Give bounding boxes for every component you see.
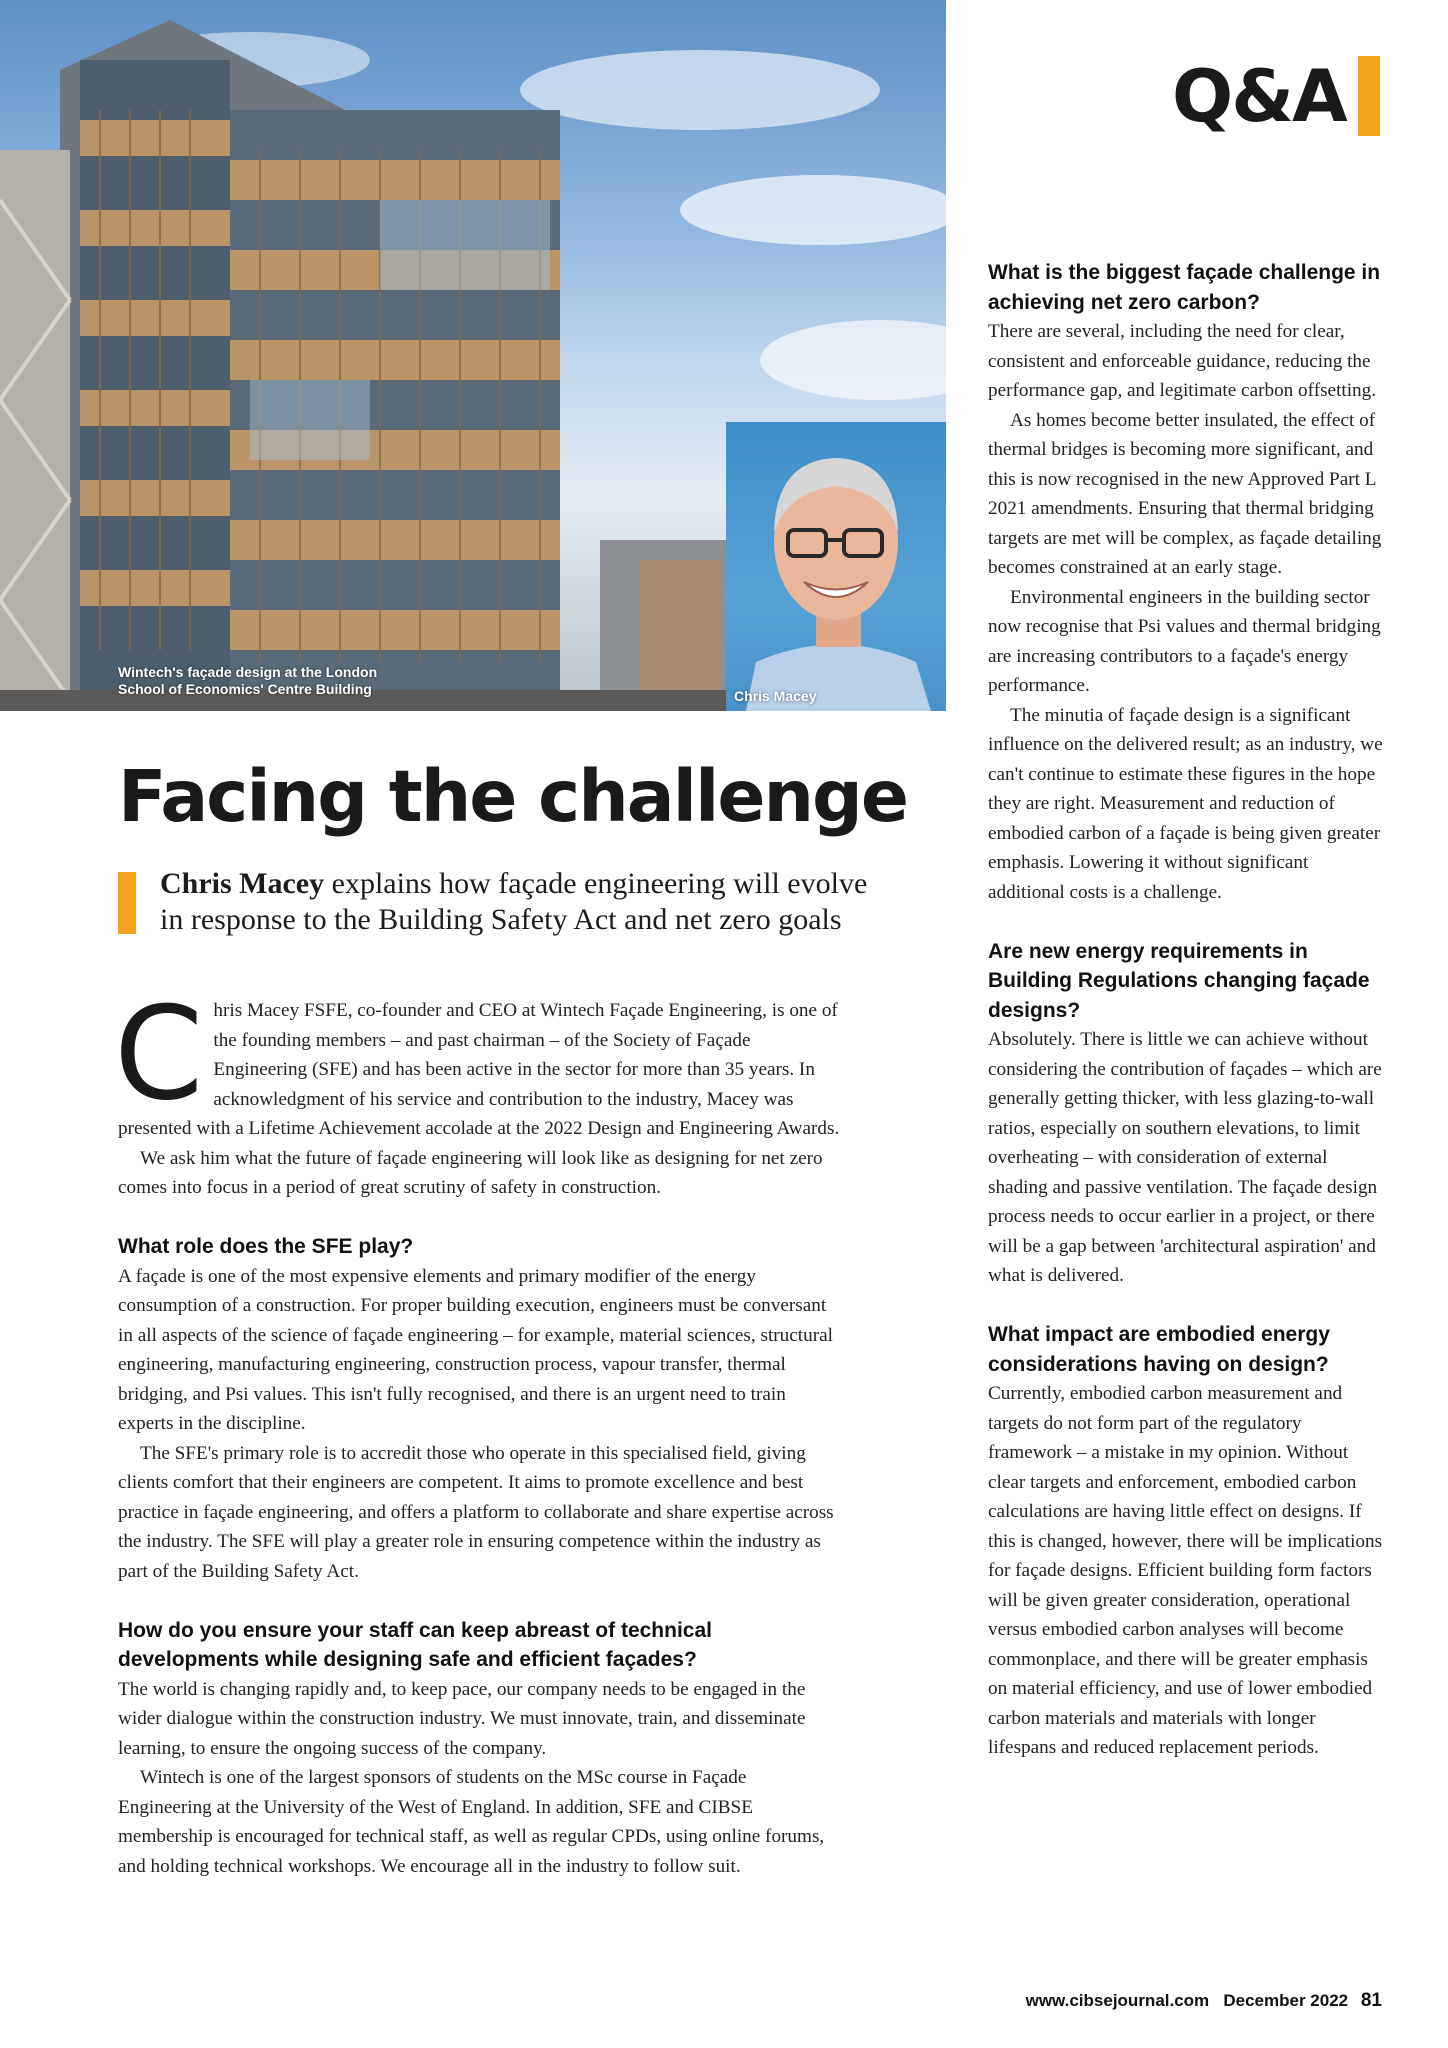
standfirst-name: Chris Macey bbox=[160, 867, 325, 900]
answer-5-paragraph-1: Currently, embodied carbon measurement and targets do not form part of the regulatory framework – a mistake in my opinion. Without clear targets and enforcement, embodied carbon calculations are having little effect on designs. If this is changed, however, there will be implications for façade designs. Efficient building form factors will be given greater consideration, operational versus embodied carbon analyses will become commonplace, and there will be greater emphasis on material efficiency, and use of lower embodied carbon materials and materials with longer lifespans and reduced replacement periods. bbox=[988, 1383, 1383, 1758]
answer-3-paragraph-3: Environmental engineers in the building sector now recognise that Psi values and thermal bridging are increasing contributors to a façade's energy performance. bbox=[988, 586, 1381, 696]
answer-3-paragraph-4: The minutia of façade design is a significant influence on the delivered result; as an industry, we can't continue to estimate these figures in the hope they are right. Measurement and reduction of embodied carbon of a façade is being given greater emphasis. Lowering it without significant additional costs is a challenge. bbox=[988, 704, 1383, 903]
question-3: What is the biggest façade challenge in achieving net zero carbon? bbox=[988, 261, 1381, 314]
intro-paragraph-1: Chris Macey FSFE, co-founder and CEO at Wintech Façade Engineering, is one of the founding members – and past chairman – of the Society of Façade Engineering (SFE) and has been active in the sector for more than 35 years. In acknowledgment of his service and contribution to the industry, Macey was presented with a Lifetime Achievement accolade at the 2022 Design and Engineering Awards. bbox=[114, 980, 840, 1139]
standfirst-text: explains how façade engineering will evolve in response to the Building Safety Act and net zero goals bbox=[160, 867, 868, 936]
question-1: What role does the SFE play? bbox=[118, 1235, 414, 1258]
footer-date: December 2022 bbox=[1223, 1991, 1349, 2010]
answer-3-paragraph-2: As homes become better insulated, the effect of thermal bridges is becoming more significant, and this is now recognised in the new Approved Part L 2021 amendments. Ensuring that thermal bridging targets are met will be complex, as façade detailing becomes constrained at an early stage. bbox=[988, 409, 1382, 578]
answer-3-paragraph-1: There are several, including the need for clear, consistent and enforceable guidance, reducing the performance gap, and legitimate carbon offsetting. bbox=[988, 321, 1377, 401]
page-footer bbox=[1026, 1990, 1382, 2012]
section-accent-bar bbox=[1358, 56, 1380, 136]
answer-4-paragraph-1: Absolutely. There is little we can achieve without considering the contribution of façades – which are generally getting thicker, with less glazing-to-wall ratios, especially on southern elevations, to limit overheating – with consideration of external shading and passive ventilation. The façade design process needs to occur earlier in a project, or there will be a gap between 'architectural aspiration' and what is delivered. bbox=[988, 1029, 1382, 1286]
answer-2-paragraph-1: The world is changing rapidly and, to keep pace, our company needs to be engaged in the wider dialogue within the construction industry. We must innovate, train, and disseminate learning, to ensure the ongoing success of the company. bbox=[118, 1678, 806, 1759]
question-2: How do you ensure your staff can keep abreast of technical developments while designing safe and efficient façades? bbox=[118, 1618, 712, 1671]
question-4: Are new energy requirements in Building Regulations changing façade designs? bbox=[988, 939, 1370, 1022]
drop-cap: C bbox=[114, 980, 204, 1129]
answer-2-paragraph-2: Wintech is one of the largest sponsors of students on the MSc course in Façade Engineering at the University of the West of England. In addition, SFE and CIBSE membership is encouraged for technical staff, as well as regular CPDs, using online forums, and holding technical workshops. We encourage all in the industry to follow suit. bbox=[118, 1767, 825, 1877]
section-label: Q&A bbox=[1172, 54, 1346, 138]
portrait-caption: Chris Macey bbox=[734, 688, 817, 704]
standfirst bbox=[160, 866, 880, 938]
footer-site: www.cibsejournal.com bbox=[1025, 1991, 1210, 2010]
headline: Facing the challenge bbox=[118, 755, 908, 838]
question-5: What impact are embodied energy considerations having on design? bbox=[988, 1323, 1330, 1376]
page-number: 81 bbox=[1360, 1990, 1382, 2011]
left-column bbox=[114, 980, 840, 1881]
answer-1-paragraph-1: A façade is one of the most expensive elements and primary modifier of the energy consumption of a construction. For proper building execution, engineers must be conversant in all aspects of the science of façade engineering – for example, material sciences, structural engineering, manufacturing engineering, construction process, vapour transfer, thermal bridging, and Psi values. This isn't fully recognised, and there is an urgent need to train experts in the discipline. bbox=[118, 1265, 833, 1434]
answer-1-paragraph-2: The SFE's primary role is to accredit those who operate in this specialised field, giving clients comfort that their engineers are competent. It aims to promote excellence and best practice in façade engineering, and offers a platform to collaborate and share expertise across the industry. The SFE will play a greater role in ensuring competence within the industry as part of the Building Safety Act. bbox=[118, 1442, 834, 1582]
standfirst-accent-bar bbox=[118, 872, 136, 934]
portrait-photo bbox=[726, 422, 946, 711]
intro-paragraph-2: We ask him what the future of façade engineering will look like as designing for net zero comes into focus in a period of great scrutiny of safety in construction. bbox=[118, 1147, 823, 1198]
photo-caption: Wintech's façade design at the London School of Economics' Centre Building bbox=[118, 664, 378, 697]
right-column bbox=[988, 258, 1388, 1763]
